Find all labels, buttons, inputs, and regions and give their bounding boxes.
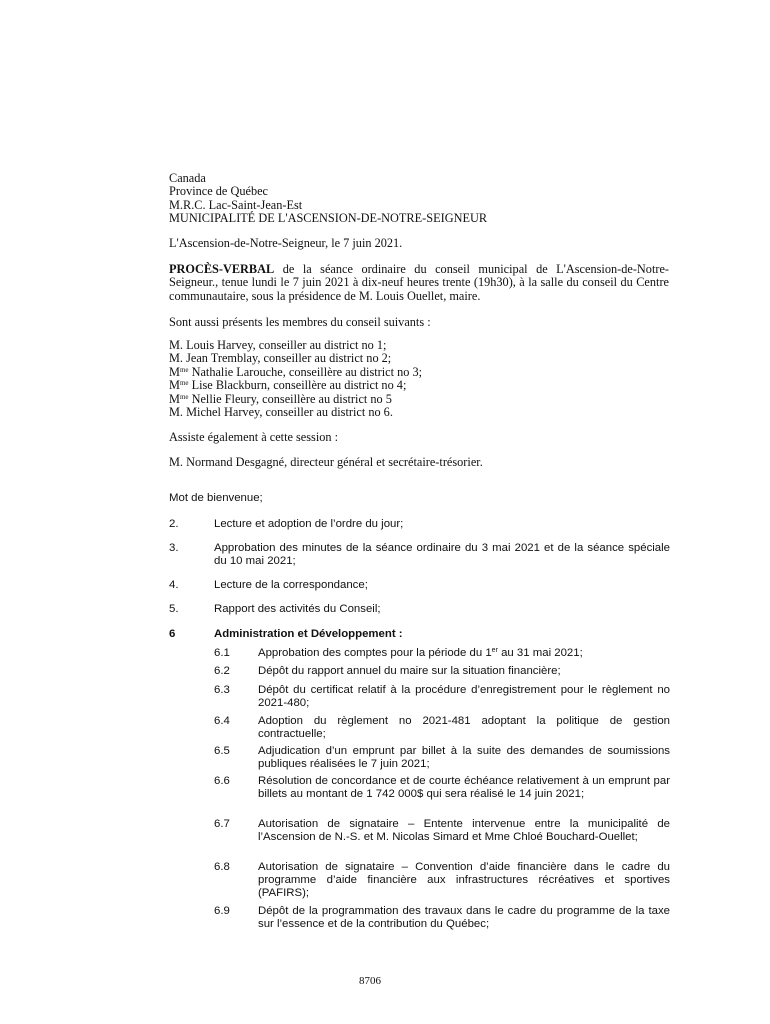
agenda-item-number: 4.: [169, 579, 179, 591]
proces-verbal-text: de la séance ordinaire du conseil municipal de L'Ascension-de-Notre-Seigneur., tenue lundi le 7 juin 2021 à dix-neuf heures trente (19h30), à la salle du conseil du Centre communautaire, sous la présidence de M. Louis Ouellet, maire.: [169, 262, 670, 303]
date-line: L'Ascension-de-Notre-Seigneur, le 7 juin 2021.: [169, 236, 403, 250]
subitem-number: 6.1: [214, 647, 230, 659]
proces-verbal-paragraph: [169, 263, 669, 303]
subitem-text: Adoption du règlement no 2021-481 adoptant la politique de gestion contractuelle;: [258, 715, 670, 741]
agenda-item-text: Rapport des activités du Conseil;: [214, 603, 381, 615]
subitem-number: 6.5: [214, 745, 230, 757]
subitem-number: 6.3: [214, 684, 230, 696]
page-number: 8706: [359, 975, 381, 987]
agenda-item-text: Approbation des minutes de la séance ordinaire du 3 mai 2021 et de la séance spéciale du 10 mai 2021;: [214, 542, 670, 568]
welcome-item: Mot de bienvenue;: [169, 492, 263, 504]
members-list: [169, 339, 669, 419]
subitem-number: 6.4: [214, 715, 230, 727]
member-row: $M^{me}$ Nathalie Larouche, conseillère au district no 3;: [169, 364, 423, 379]
agenda-item-text: Lecture de la correspondance;: [214, 579, 368, 591]
subitem-number: 6.9: [214, 905, 230, 917]
subitem-text: Dépôt de la programmation des travaux dans le cadre du programme de la taxe sur l’essence et de la contribution du Québec;: [258, 905, 670, 931]
header-mrc: M.R.C. Lac-Saint-Jean-Est: [169, 197, 303, 212]
subitem-text: Résolution de concordance et de courte échéance relativement à un emprunt par billets au montant de 1 742 000$ qui sera réalisé le 14 juin 2021;: [258, 775, 670, 801]
header-municipality: MUNICIPALITÉ DE L'ASCENSION-DE-NOTRE-SEIGNEUR: [169, 211, 488, 226]
subitem-number: 6.2: [214, 665, 230, 677]
subitem-text: Dépôt du rapport annuel du maire sur la situation financière;: [258, 665, 561, 677]
header-block: [169, 172, 669, 226]
agenda-item-number: 3.: [169, 542, 179, 554]
subitem-text: Dépôt du certificat relatif à la procédure d’enregistrement pour le règlement no 2021-480;: [258, 684, 670, 710]
section-6-title: Administration et Développement :: [214, 628, 403, 640]
member-row: $M^{me}$ Lise Blackburn, conseillère au district no 4;: [169, 378, 407, 393]
header-country: Canada: [169, 171, 206, 185]
subitem-number: 6.8: [214, 861, 230, 873]
subitem-text: Approbation des comptes pour la période du 1er au 31 mai 2021;: [258, 647, 583, 659]
subitem-number: 6.7: [214, 818, 230, 830]
member-row: M. Michel Harvey, conseiller au district no 6.: [169, 405, 393, 420]
subitem-text: Adjudication d’un emprunt par billet à la suite des demandes de soumissions publiques réalisées le 7 juin 2021;: [258, 745, 670, 771]
subitem-text: Autorisation de signataire – Convention d’aide financière dans le cadre du programme d’aide financière aux infrastructures récréatives et sportives (PAFIRS);: [258, 861, 670, 900]
section-6-number: 6: [169, 628, 176, 640]
member-row: $M^{me}$ Nellie Fleury, conseillère au district no 5: [169, 391, 392, 406]
agenda-item-number: 5.: [169, 603, 179, 615]
member-row: M. Louis Harvey, conseiller au district no 1;: [169, 338, 387, 352]
assist-intro: Assiste également à cette session :: [169, 430, 339, 444]
subitem-number: 6.6: [214, 775, 230, 787]
assist-person: M. Normand Desgagné, directeur général et secrétaire-trésorier.: [169, 455, 483, 469]
subitem-text: Autorisation de signataire – Entente intervenue entre la municipalité de l’Ascension de N.-S. et M. Nicolas Simard et Mme Chloé Bouchard-Ouellet;: [258, 818, 670, 844]
agenda-item-text: Lecture et adoption de l’ordre du jour;: [214, 518, 404, 530]
agenda-item-number: 2.: [169, 518, 179, 530]
member-row: M. Jean Tremblay, conseiller au district no 2;: [169, 351, 392, 366]
members-intro: Sont aussi présents les membres du conseil suivants :: [169, 315, 431, 329]
proces-verbal-label: PROCÈS-VERBAL: [169, 262, 275, 276]
header-province: Province de Québec: [169, 184, 269, 199]
